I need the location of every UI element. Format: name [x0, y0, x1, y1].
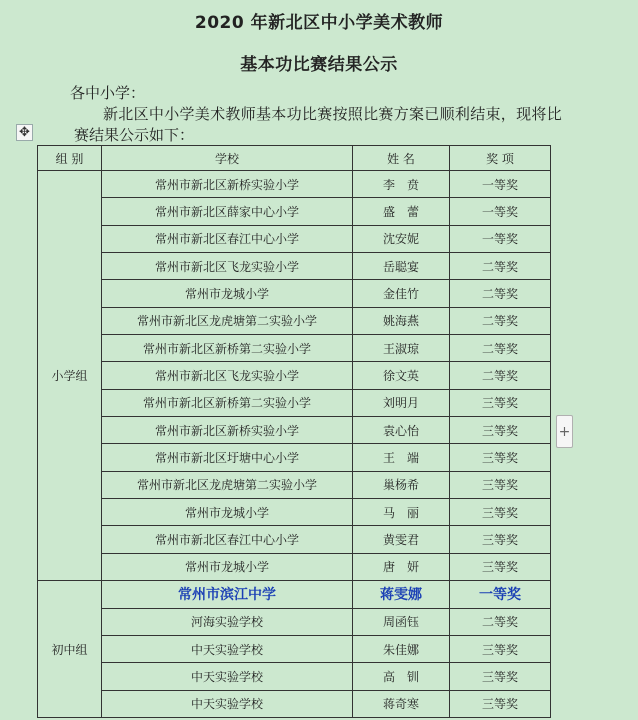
cell-name: 岳聪宴	[353, 253, 450, 280]
cell-name: 唐 妍	[353, 553, 450, 580]
cell-award: 三等奖	[450, 690, 551, 717]
header-name: 姓 名	[353, 146, 450, 171]
cell-school: 中天实验学校	[102, 663, 353, 690]
table-row	[38, 608, 551, 635]
cell-award: 二等奖	[450, 280, 551, 307]
table-row	[38, 526, 551, 553]
cell-name: 蒋奇寒	[353, 690, 450, 717]
cell-name: 袁心怡	[353, 417, 450, 444]
table-row	[38, 225, 551, 252]
table-row	[38, 389, 551, 416]
cell-award: 一等奖	[450, 225, 551, 252]
table-add-column-icon[interactable]: +	[556, 415, 573, 448]
cell-name: 姚海燕	[353, 307, 450, 334]
cell-name: 周函钰	[353, 608, 450, 635]
cell-award: 三等奖	[450, 471, 551, 498]
cell-name: 盛 蕾	[353, 198, 450, 225]
cell-school: 常州市新北区薛家中心小学	[102, 198, 353, 225]
header-award: 奖 项	[450, 146, 551, 171]
cell-award: 三等奖	[450, 499, 551, 526]
table-row-highlighted	[38, 581, 551, 608]
cell-school: 常州市龙城小学	[102, 280, 353, 307]
cell-award: 二等奖	[450, 253, 551, 280]
cell-school: 常州市新北区新桥实验小学	[102, 417, 353, 444]
cell-award: 三等奖	[450, 526, 551, 553]
table-row	[38, 471, 551, 498]
table-row	[38, 307, 551, 334]
group-junior: 初中组	[38, 581, 102, 718]
cell-award: 二等奖	[450, 608, 551, 635]
cell-school: 常州市新北区龙虎塘第二实验小学	[102, 307, 353, 334]
cell-name: 金佳竹	[353, 280, 450, 307]
body-line-1: 新北区中小学美术教师基本功比赛按照比赛方案已顺利结束，现将比	[103, 105, 563, 123]
cell-name: 黄雯君	[353, 526, 450, 553]
cell-award: 二等奖	[450, 335, 551, 362]
cell-award: 三等奖	[450, 553, 551, 580]
cell-school: 常州市新北区圩塘中心小学	[102, 444, 353, 471]
cell-award: 一等奖	[450, 198, 551, 225]
cell-award: 一等奖	[450, 581, 551, 608]
cell-name: 高 钏	[353, 663, 450, 690]
cell-name: 马 丽	[353, 499, 450, 526]
cell-name: 王 端	[353, 444, 450, 471]
table-row	[38, 280, 551, 307]
cell-award: 二等奖	[450, 362, 551, 389]
cell-name: 刘明月	[353, 389, 450, 416]
cell-award: 三等奖	[450, 635, 551, 662]
cell-school: 常州市新北区春江中心小学	[102, 225, 353, 252]
cell-name: 沈安妮	[353, 225, 450, 252]
cell-name: 朱佳娜	[353, 635, 450, 662]
cell-school: 河海实验学校	[102, 608, 353, 635]
cell-school: 常州市新北区龙虎塘第二实验小学	[102, 471, 353, 498]
table-row	[38, 553, 551, 580]
document-title-line1: 2020 年新北区中小学美术教师	[194, 13, 444, 33]
cell-name: 巢杨希	[353, 471, 450, 498]
table-row	[38, 335, 551, 362]
group-primary: 小学组	[38, 171, 102, 581]
cell-award: 一等奖	[450, 171, 551, 198]
header-group: 组 别	[38, 146, 102, 171]
cell-award: 三等奖	[450, 417, 551, 444]
table-row	[38, 444, 551, 471]
table-row	[38, 417, 551, 444]
cell-award: 二等奖	[450, 307, 551, 334]
table-row	[38, 171, 551, 198]
cell-award: 三等奖	[450, 444, 551, 471]
document-title-line2: 基本功比赛结果公示	[240, 55, 398, 75]
cell-name: 蒋雯娜	[353, 581, 450, 608]
cell-school: 常州市龙城小学	[102, 553, 353, 580]
table-row	[38, 635, 551, 662]
cell-name: 徐文英	[353, 362, 450, 389]
table-row	[38, 499, 551, 526]
cell-school: 常州市新北区新桥第二实验小学	[102, 335, 353, 362]
cell-name: 李 贲	[353, 171, 450, 198]
cell-name: 王淑琼	[353, 335, 450, 362]
table-row	[38, 663, 551, 690]
table-row	[38, 362, 551, 389]
cell-school: 常州市新北区新桥第二实验小学	[102, 389, 353, 416]
cell-school: 中天实验学校	[102, 635, 353, 662]
body-line-2: 赛结果公示如下：	[74, 126, 195, 144]
cell-award: 三等奖	[450, 663, 551, 690]
cell-school: 常州市龙城小学	[102, 499, 353, 526]
cell-school: 常州市新北区飞龙实验小学	[102, 253, 353, 280]
cell-school: 中天实验学校	[102, 690, 353, 717]
header-school: 学校	[102, 146, 353, 171]
table-row	[38, 690, 551, 717]
cell-school: 常州市新北区新桥实验小学	[102, 171, 353, 198]
cell-school: 常州市滨江中学	[102, 581, 353, 608]
cell-school: 常州市新北区飞龙实验小学	[102, 362, 353, 389]
table-header-row	[38, 146, 551, 171]
results-table	[37, 145, 551, 718]
table-move-handle-icon[interactable]: ✥	[16, 124, 33, 141]
table-row	[38, 253, 551, 280]
greeting: 各中小学：	[70, 84, 146, 102]
cell-award: 三等奖	[450, 389, 551, 416]
table-row	[38, 198, 551, 225]
cell-school: 常州市新北区春江中心小学	[102, 526, 353, 553]
